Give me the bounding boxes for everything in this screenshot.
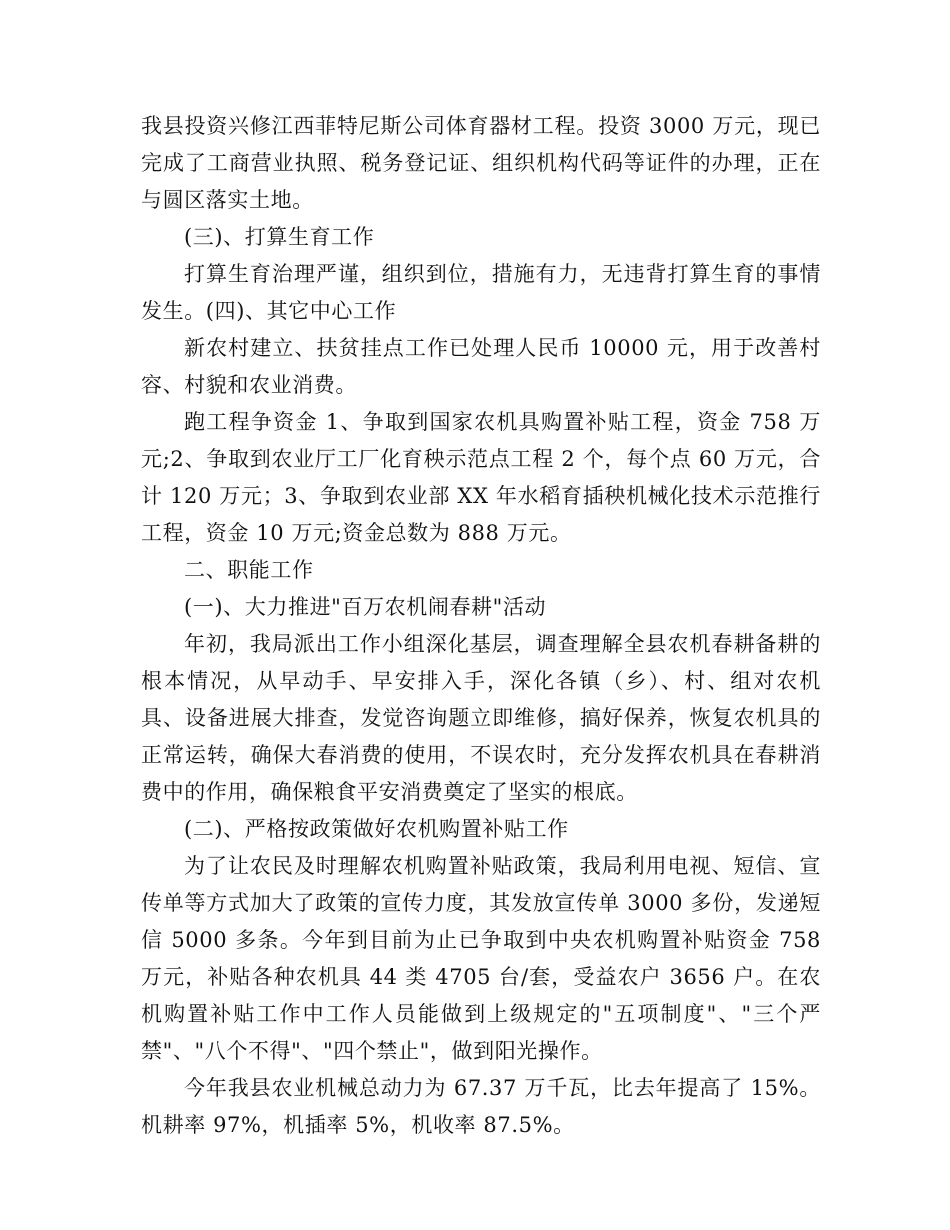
- section-heading-functional-work: 二、职能工作: [184, 558, 314, 582]
- paragraph-project-funding: 跑工程争资金 1、争取到国家农机具购置补贴工程，资金 758 万元;2、争取到农业厅工厂化育秧示范点工程 2 个，每个点 60 万元，合计 120 万元；3、争取到农业部 XX 年水稻育插秧机械化技术示范推行工程，资金 10 万元;资金总数为 888 万元。: [141, 410, 821, 545]
- paragraph-new-countryside: 新农村建立、扶贫挂点工作已处理人民币 10000 元，用于改善村容、村貌和农业消费。: [141, 336, 821, 397]
- paragraph-investment: 我县投资兴修江西菲特尼斯公司体育器材工程。投资 3000 万元，现已完成了工商营业执照、税务登记证、组织机构代码等证件的办理，正在与圆区落实土地。: [141, 114, 821, 212]
- document-body: [141, 108, 821, 1144]
- section-heading-family-planning: (三)、打算生育工作: [184, 225, 375, 249]
- paragraph-family-planning: 打算生育治理严谨，组织到位，措施有力，无违背打算生育的事情发生。(四)、其它中心工作: [141, 262, 821, 323]
- section-heading-subsidy: (二)、严格按政策做好农机购置补贴工作: [184, 817, 569, 841]
- paragraph-subsidy: 为了让农民及时理解农机购置补贴政策，我局利用电视、短信、宣传单等方式加大了政策的宣传力度，其发放宣传单 3000 多份，发递短信 5000 多条。今年到目前为止已争取到中央农机购置补贴资金 758 万元，补贴各种农机具 44 类 4705 台/套，受益农户 3656 户。在农机购置补贴工作中工作人员能做到上级规定的"五项制度"、"三个严禁"、"八个不得"、"四个禁止"，做到阳光操作。: [141, 854, 821, 1063]
- paragraph-spring-plowing: 年初，我局派出工作小组深化基层，调查理解全县农机春耕备耕的根本情况，从早动手、早安排入手，深化各镇（乡）、村、组对农机具、设备进展大排查，发觉咨询题立即维修，搞好保养，恢复农机具的正常运转，确保大春消费的使用，不误农时，充分发挥农机具在春耕消费中的作用，确保粮食平安消费奠定了坚实的根底。: [141, 632, 821, 804]
- section-heading-spring-plowing: (一)、大力推进"百万农机闹春耕"活动: [184, 595, 547, 619]
- paragraph-machinery-power: 今年我县农业机械总动力为 67.37 万千瓦，比去年提高了 15%。机耕率 97%，机插率 5%，机收率 87.5%。: [141, 1076, 821, 1137]
